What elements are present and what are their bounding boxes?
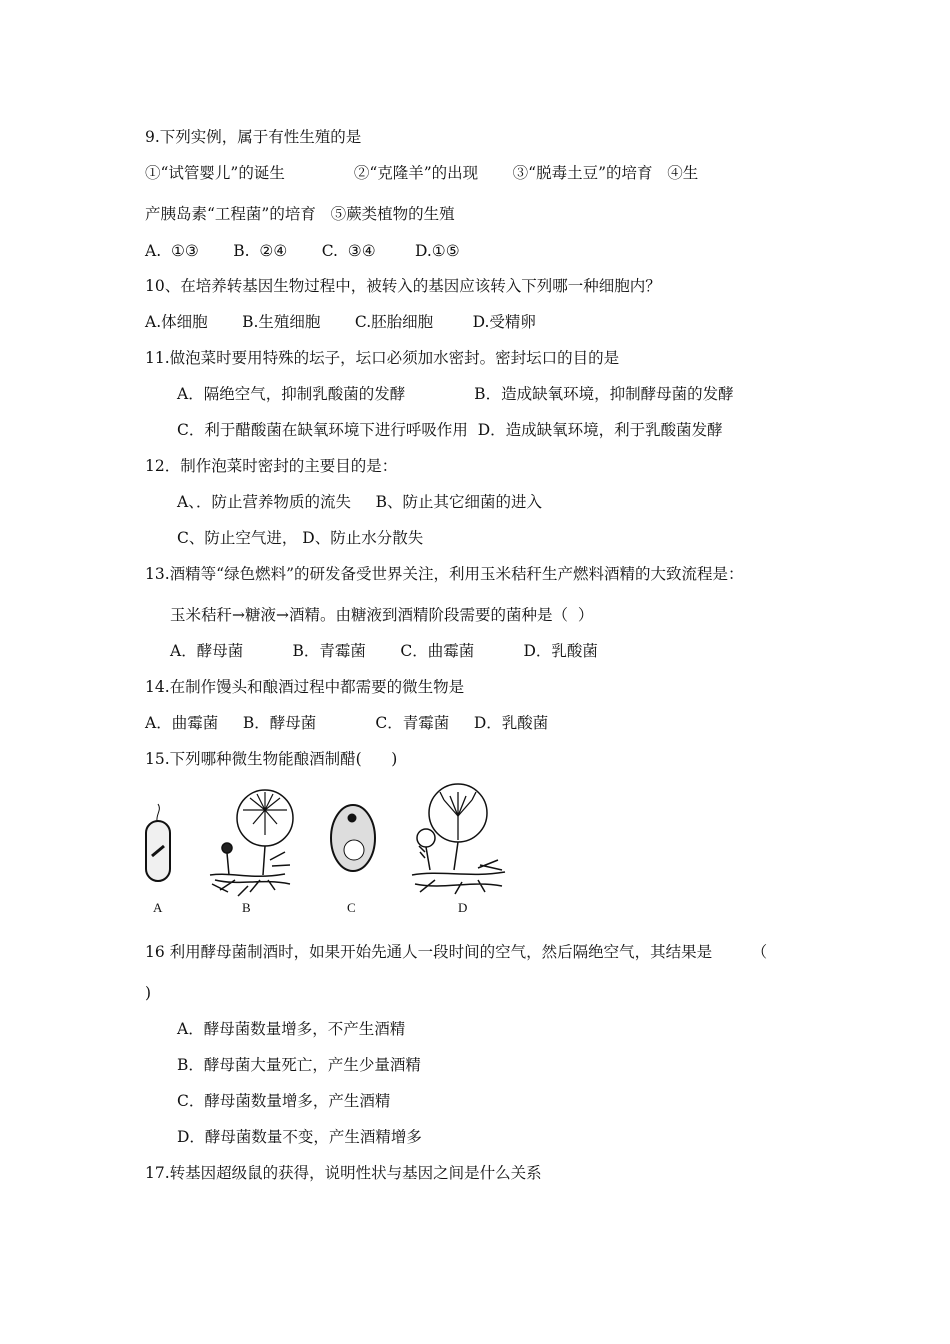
q12-stem: 12．制作泡菜时密封的主要目的是： — [145, 457, 398, 475]
q10-options: A.体细胞 B.生殖细胞 C.胚胎细胞 D.受精卵 — [145, 313, 536, 331]
q13-options: A．酵母菌 B．青霉菌 C．曲霉菌 D．乳酸菌 — [170, 642, 598, 660]
figure-c-yeast — [331, 805, 375, 871]
figure-d-penicillium — [412, 784, 505, 894]
q10-stem: 10、在培养转基因生物过程中，被转入的基因应该转入下列哪一种细胞内？ — [145, 277, 661, 295]
q11-options-line2: C．利于醋酸菌在缺氧环境下进行呼吸作用 D．造成缺氧环境，利于乳酸菌发酵 — [177, 421, 723, 439]
q13-stem: 13.酒精等“绿色燃料”的研发备受世界关注，利用玉米秸秆生产燃料酒精的大致流程是： — [145, 565, 744, 583]
figure-label-b: B — [242, 900, 251, 915]
q16-stem: 16 利用酵母菌制酒时，如果开始先通人一段时间的空气，然后隔绝空气，其结果是 （ — [145, 943, 768, 961]
q12-options-line1: A、．防止营养物质的流失 B、防止其它细菌的进入 — [177, 493, 542, 511]
q16-stem2: ) — [145, 984, 152, 1002]
q9-items-line2: 产胰岛素“工程菌”的培育 ⑤蕨类植物的生殖 — [145, 205, 455, 223]
q16-option-d: D．酵母菌数量不变，产生酒精增多 — [177, 1128, 422, 1146]
q9-options: A. ①③ B. ②④ C. ③④ D.①⑤ — [145, 242, 460, 260]
figure-label-d: D — [458, 900, 468, 915]
q9-stem: 9.下列实例，属于有性生殖的是 — [145, 128, 362, 146]
q15-stem: 15.下列哪种微生物能酿酒制醋( ) — [145, 750, 398, 768]
q17-stem: 17.转基因超级鼠的获得，说明性状与基因之间是什么关系 — [145, 1164, 542, 1182]
q12-options-line2: C、防止空气进， D、防止水分散失 — [177, 529, 424, 547]
q16-option-c: C．酵母菌数量增多，产生酒精 — [177, 1092, 391, 1110]
figure-a-bacterium — [146, 804, 170, 881]
figure-label-a: A — [153, 900, 163, 915]
q11-stem: 11.做泡菜时要用特殊的坛子，坛口必须加水密封。密封坛口的目的是 — [145, 349, 620, 367]
q16-option-a: A．酵母菌数量增多，不产生酒精 — [177, 1020, 406, 1038]
figure-label-c: C — [347, 900, 356, 915]
microorganism-figure — [140, 780, 520, 920]
q14-options: A．曲霉菌 B．酵母菌 C．青霉菌 D．乳酸菌 — [145, 714, 549, 732]
q13-stem2: 玉米秸秆→糖液→酒精。由糖液到酒精阶段需要的菌种是（ ） — [170, 606, 594, 624]
q11-options-line1: A．隔绝空气，抑制乳酸菌的发酵 B．造成缺氧环境，抑制酵母菌的发酵 — [177, 385, 734, 403]
q9-items-line1: ①“试管婴儿”的诞生 ②“克隆羊”的出现 ③“脱毒土豆”的培育 ④生 — [145, 164, 699, 182]
q16-option-b: B．酵母菌大量死亡，产生少量酒精 — [177, 1056, 421, 1074]
figure-b-mold — [210, 790, 293, 896]
q14-stem: 14.在制作馒头和酿酒过程中都需要的微生物是 — [145, 678, 465, 696]
